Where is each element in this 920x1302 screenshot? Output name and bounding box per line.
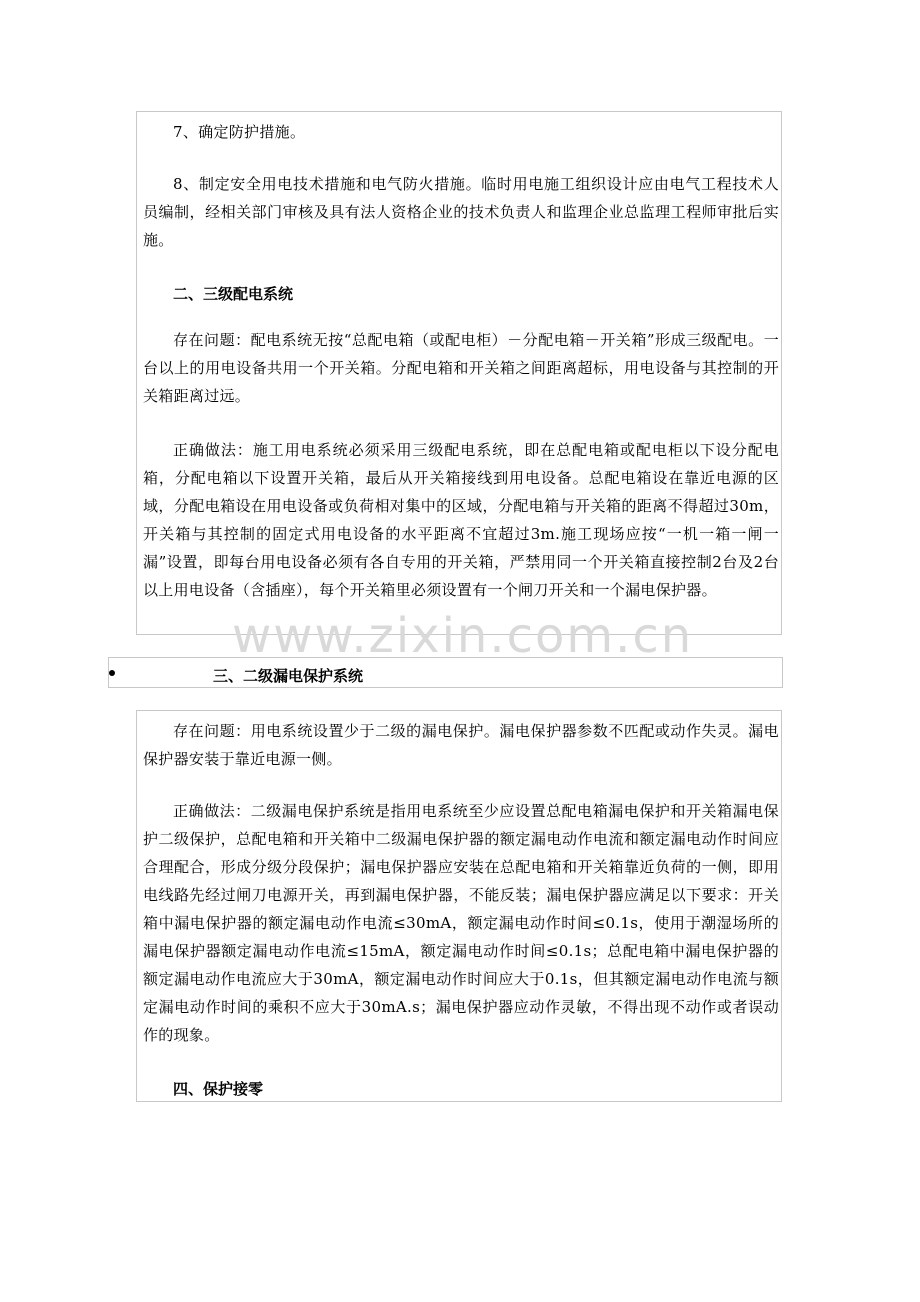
solution-paragraph-1: 正确做法：施工用电系统必须采用三级配电系统，即在总配电箱或配电柜以下设分配电箱，分配电箱以下设置开关箱，最后从开关箱接线到用电设备。总配电箱设在靠近电源的区域，分配电箱设在用电设备或负荷相对集中的区域，分配电箱与开关箱的距离不得超过30m，开关箱与其控制的固定式用电设备的水平距离不宜超过3m.施工现场应按“一机一箱一闸一漏”设置，即每台用电设备必须有各自专用的开关箱，严禁用同一个开关箱直接控制2台及2台以上用电设备（含插座），每个开关箱里必须设置有一个闸刀开关和一个漏电保护器。 bbox=[143, 441, 779, 599]
section-heading-2-level-leakage: 三、二级漏电保护系统 bbox=[213, 667, 364, 685]
section-heading-protective-neutral: 四、保护接零 bbox=[173, 1080, 264, 1098]
content-box-2 bbox=[108, 657, 783, 688]
solution-paragraph-2: 正确做法：二级漏电保护系统是指用电系统至少应设置总配电箱漏电保护和开关箱漏电保护二级保护，总配电箱和开关箱中二级漏电保护器的额定漏电动作电流和额定漏电动作时间应合理配合，形成分级分段保护；漏电保护器应安装在总配电箱和开关箱靠近负荷的一侧，即用电线路先经过闸刀电源开关，再到漏电保护器，不能反装；漏电保护器应满足以下要求：开关箱中漏电保护器的额定漏电动作电流≤30mA，额定漏电动作时间≤0.1s，使用于潮湿场所的漏电保护器额定漏电动作电流≤15mA，额定漏电动作时间≤0.1s；总配电箱中漏电保护器的额定漏电动作电流应大于30mA，额定漏电动作时间应大于0.1s，但其额定漏电动作电流与额定漏电动作时间的乘积不应大于30mA.s；漏电保护器应动作灵敏，不得出现不动作或者误动作的现象。 bbox=[143, 802, 779, 1044]
problem-paragraph-2: 存在问题：用电系统设置少于二级的漏电保护。漏电保护器参数不匹配或动作失灵。漏电保护器安装于靠近电源一侧。 bbox=[143, 722, 779, 768]
content-box-3 bbox=[136, 710, 782, 1102]
watermark: www.zixin.com.cn bbox=[232, 608, 694, 664]
item-7: 7、确定防护措施。 bbox=[173, 123, 306, 141]
content-box-1 bbox=[136, 111, 782, 635]
item-8: 8、制定安全用电技术措施和电气防火措施。临时用电施工组织设计应由电气工程技术人员编制，经相关部门审核及具有法人资格企业的技术负责人和监理企业总监理工程师审批后实施。 bbox=[143, 175, 779, 249]
bullet-icon bbox=[109, 670, 115, 676]
section-heading-3-level-distribution: 二、三级配电系统 bbox=[173, 285, 294, 303]
problem-paragraph-1: 存在问题：配电系统无按“总配电箱（或配电柜）－分配电箱－开关箱”形成三级配电。一台以上的用电设备共用一个开关箱。分配电箱和开关箱之间距离超标，用电设备与其控制的开关箱距离过远。 bbox=[143, 331, 779, 405]
